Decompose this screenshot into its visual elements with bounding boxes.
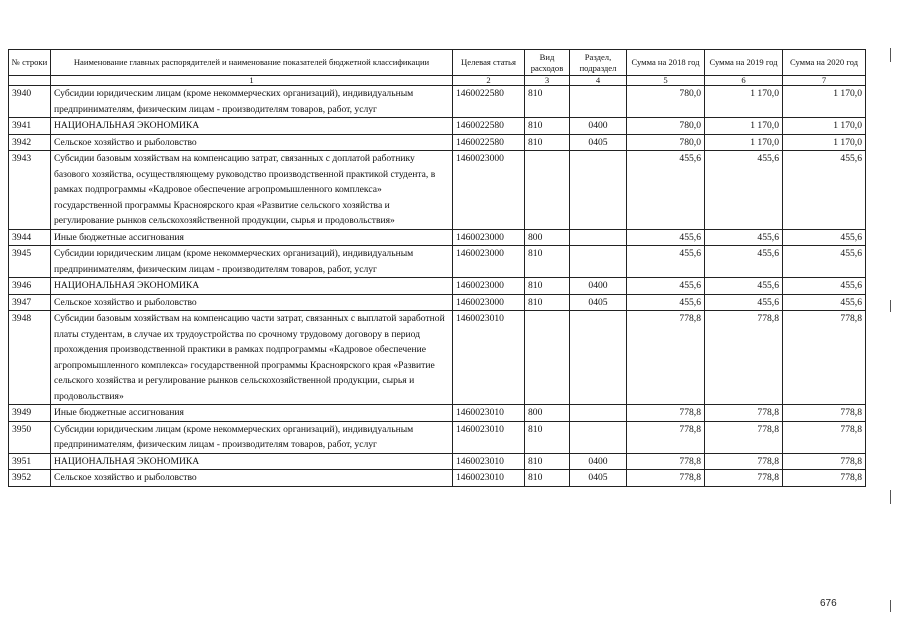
sum-2020: 455,6 bbox=[783, 294, 866, 311]
row-number: 3940 bbox=[9, 86, 51, 118]
row-name: Иные бюджетные ассигнования bbox=[51, 405, 453, 422]
target-article: 1460023010 bbox=[453, 405, 525, 422]
sum-2018: 455,6 bbox=[627, 294, 705, 311]
target-article: 1460023010 bbox=[453, 311, 525, 405]
column-number: 7 bbox=[783, 76, 866, 86]
row-number: 3947 bbox=[9, 294, 51, 311]
scan-edge-mark bbox=[890, 490, 891, 504]
sum-2020: 778,8 bbox=[783, 453, 866, 470]
sum-2019: 1 170,0 bbox=[705, 118, 783, 135]
column-number: 4 bbox=[570, 76, 627, 86]
sum-2019: 455,6 bbox=[705, 151, 783, 230]
row-number: 3941 bbox=[9, 118, 51, 135]
sum-2018: 455,6 bbox=[627, 278, 705, 295]
sum-2018: 455,6 bbox=[627, 229, 705, 246]
scan-edge-mark bbox=[890, 300, 891, 312]
sum-2018: 778,8 bbox=[627, 421, 705, 453]
expense-type bbox=[525, 311, 570, 405]
row-name: Субсидии базовым хозяйствам на компенсацию затрат, связанных с доплатой работнику базового хозяйства, осуществляющему руководство производственной практикой студента, в рамках подпрограммы «Кадровое обеспечение агропромышленного комплекса» государственной программы Красноярского края «Развитие сельского хозяйства и регулирование рынков сельскохозяйственной продукции, сырья и продовольствия» bbox=[51, 151, 453, 230]
sum-2019: 778,8 bbox=[705, 453, 783, 470]
sum-2019: 1 170,0 bbox=[705, 86, 783, 118]
sum-2019: 778,8 bbox=[705, 405, 783, 422]
sum-2019: 455,6 bbox=[705, 294, 783, 311]
sum-2019: 455,6 bbox=[705, 229, 783, 246]
table-row bbox=[9, 294, 866, 311]
sum-2019: 778,8 bbox=[705, 311, 783, 405]
row-name: Сельское хозяйство и рыболовство bbox=[51, 134, 453, 151]
page-number: 676 bbox=[820, 598, 837, 609]
table-row bbox=[9, 151, 866, 230]
row-number: 3946 bbox=[9, 278, 51, 295]
target-article: 1460023010 bbox=[453, 470, 525, 487]
row-number: 3950 bbox=[9, 421, 51, 453]
target-article: 1460023010 bbox=[453, 421, 525, 453]
target-article: 1460023010 bbox=[453, 453, 525, 470]
target-article: 1460023000 bbox=[453, 294, 525, 311]
header-row bbox=[9, 50, 866, 76]
table-row bbox=[9, 86, 866, 118]
sum-2018: 455,6 bbox=[627, 246, 705, 278]
expense-type: 810 bbox=[525, 118, 570, 135]
sum-2020: 455,6 bbox=[783, 229, 866, 246]
section-code: 0405 bbox=[570, 294, 627, 311]
target-article: 1460022580 bbox=[453, 118, 525, 135]
row-name: Субсидии юридическим лицам (кроме некоммерческих организаций), индивидуальным предпринимателям, физическим лицам - производителям товаров, работ, услуг bbox=[51, 421, 453, 453]
expense-type: 810 bbox=[525, 470, 570, 487]
sum-2019: 778,8 bbox=[705, 470, 783, 487]
sum-2018: 455,6 bbox=[627, 151, 705, 230]
table-row bbox=[9, 134, 866, 151]
row-name: Субсидии юридическим лицам (кроме некоммерческих организаций), индивидуальным предпринимателям, физическим лицам - производителям товаров, работ, услуг bbox=[51, 246, 453, 278]
scan-edge-mark bbox=[890, 600, 891, 612]
sum-2020: 778,8 bbox=[783, 470, 866, 487]
sum-2020: 455,6 bbox=[783, 278, 866, 295]
section-code bbox=[570, 311, 627, 405]
table-row bbox=[9, 118, 866, 135]
sum-2019: 455,6 bbox=[705, 278, 783, 295]
sum-2018: 778,8 bbox=[627, 405, 705, 422]
section-code: 0400 bbox=[570, 453, 627, 470]
target-article: 1460023000 bbox=[453, 278, 525, 295]
section-code bbox=[570, 86, 627, 118]
section-code bbox=[570, 151, 627, 230]
header-row-number: № строки bbox=[9, 50, 51, 76]
budget-table bbox=[8, 49, 866, 487]
table-row bbox=[9, 229, 866, 246]
row-number: 3943 bbox=[9, 151, 51, 230]
sum-2018: 780,0 bbox=[627, 86, 705, 118]
table-row bbox=[9, 421, 866, 453]
target-article: 1460022580 bbox=[453, 134, 525, 151]
header-expense-type: Вид расходов bbox=[525, 50, 570, 76]
column-number: 5 bbox=[627, 76, 705, 86]
row-name: НАЦИОНАЛЬНАЯ ЭКОНОМИКА bbox=[51, 278, 453, 295]
section-code bbox=[570, 229, 627, 246]
row-name: Субсидии юридическим лицам (кроме некоммерческих организаций), индивидуальным предпринимателям, физическим лицам - производителям товаров, работ, услуг bbox=[51, 86, 453, 118]
expense-type bbox=[525, 151, 570, 230]
table-row bbox=[9, 278, 866, 295]
column-number: 3 bbox=[525, 76, 570, 86]
table-row bbox=[9, 246, 866, 278]
table-row bbox=[9, 470, 866, 487]
header-section: Раздел, подраздел bbox=[570, 50, 627, 76]
row-name: Сельское хозяйство и рыболовство bbox=[51, 470, 453, 487]
sum-2020: 455,6 bbox=[783, 151, 866, 230]
section-code: 0400 bbox=[570, 118, 627, 135]
expense-type: 800 bbox=[525, 405, 570, 422]
sum-2019: 455,6 bbox=[705, 246, 783, 278]
column-number-row bbox=[9, 76, 866, 86]
table-row bbox=[9, 405, 866, 422]
column-number: 6 bbox=[705, 76, 783, 86]
target-article: 1460022580 bbox=[453, 86, 525, 118]
row-number: 3948 bbox=[9, 311, 51, 405]
expense-type: 800 bbox=[525, 229, 570, 246]
row-name: НАЦИОНАЛЬНАЯ ЭКОНОМИКА bbox=[51, 453, 453, 470]
expense-type: 810 bbox=[525, 278, 570, 295]
row-name: Субсидии базовым хозяйствам на компенсацию части затрат, связанных с выплатой заработной платы студентам, в случае их трудоустройства по срочному трудовому договору в период прохождения производственной практики в рамках подпрограммы «Кадровое обеспечение агропромышленного комплекса» государственной программы Красноярского края «Развитие сельского хозяйства и регулирование рынков сельскохозяйственной продукции, сырья и продовольствия» bbox=[51, 311, 453, 405]
section-code bbox=[570, 246, 627, 278]
row-number: 3945 bbox=[9, 246, 51, 278]
section-code: 0405 bbox=[570, 134, 627, 151]
expense-type: 810 bbox=[525, 134, 570, 151]
table-row bbox=[9, 311, 866, 405]
header-sum-2019: Сумма на 2019 год bbox=[705, 50, 783, 76]
column-number: 1 bbox=[51, 76, 453, 86]
sum-2019: 778,8 bbox=[705, 421, 783, 453]
expense-type: 810 bbox=[525, 246, 570, 278]
target-article: 1460023000 bbox=[453, 151, 525, 230]
sum-2019: 1 170,0 bbox=[705, 134, 783, 151]
section-code bbox=[570, 405, 627, 422]
row-number: 3942 bbox=[9, 134, 51, 151]
sum-2018: 780,0 bbox=[627, 118, 705, 135]
sum-2020: 1 170,0 bbox=[783, 86, 866, 118]
expense-type: 810 bbox=[525, 294, 570, 311]
row-number: 3949 bbox=[9, 405, 51, 422]
sum-2018: 780,0 bbox=[627, 134, 705, 151]
sum-2018: 778,8 bbox=[627, 470, 705, 487]
column-number: 2 bbox=[453, 76, 525, 86]
row-number: 3952 bbox=[9, 470, 51, 487]
row-number: 3944 bbox=[9, 229, 51, 246]
table-row bbox=[9, 453, 866, 470]
section-code bbox=[570, 421, 627, 453]
sum-2018: 778,8 bbox=[627, 311, 705, 405]
header-target-article: Целевая статья bbox=[453, 50, 525, 76]
target-article: 1460023000 bbox=[453, 229, 525, 246]
sum-2018: 778,8 bbox=[627, 453, 705, 470]
section-code: 0405 bbox=[570, 470, 627, 487]
scan-edge-mark bbox=[890, 48, 891, 62]
sum-2020: 1 170,0 bbox=[783, 134, 866, 151]
sum-2020: 778,8 bbox=[783, 405, 866, 422]
sum-2020: 778,8 bbox=[783, 421, 866, 453]
sum-2020: 1 170,0 bbox=[783, 118, 866, 135]
sum-2020: 778,8 bbox=[783, 311, 866, 405]
row-name: Сельское хозяйство и рыболовство bbox=[51, 294, 453, 311]
header-name: Наименование главных распорядителей и наименование показателей бюджетной классификации bbox=[51, 50, 453, 76]
expense-type: 810 bbox=[525, 86, 570, 118]
row-name: НАЦИОНАЛЬНАЯ ЭКОНОМИКА bbox=[51, 118, 453, 135]
section-code: 0400 bbox=[570, 278, 627, 295]
header-sum-2018: Сумма на 2018 год bbox=[627, 50, 705, 76]
row-number: 3951 bbox=[9, 453, 51, 470]
expense-type: 810 bbox=[525, 421, 570, 453]
target-article: 1460023000 bbox=[453, 246, 525, 278]
column-number bbox=[9, 76, 51, 86]
sum-2020: 455,6 bbox=[783, 246, 866, 278]
row-name: Иные бюджетные ассигнования bbox=[51, 229, 453, 246]
expense-type: 810 bbox=[525, 453, 570, 470]
header-sum-2020: Сумма на 2020 год bbox=[783, 50, 866, 76]
